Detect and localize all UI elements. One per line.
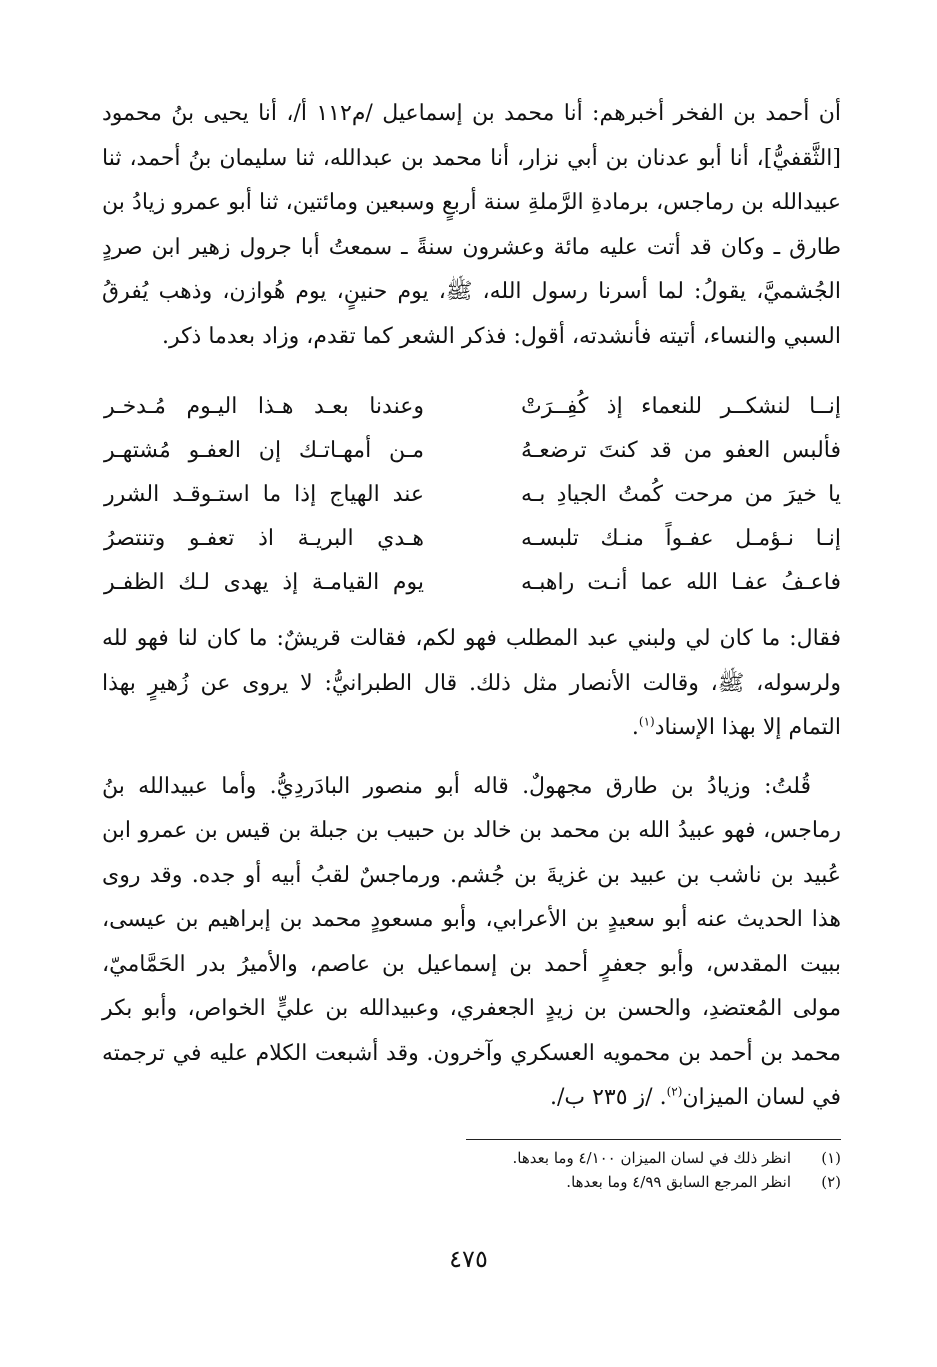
verse-second-hemistich: مـن أمهـاتـك إن العفـو مُشتهـر xyxy=(104,438,424,463)
paragraph-response-end: . xyxy=(631,715,639,740)
section-gap xyxy=(102,751,841,765)
paragraph-commentary xyxy=(102,765,841,1121)
poem-verse xyxy=(102,517,841,561)
paragraph-commentary-end: . /ز ٢٣٥ ب/. xyxy=(549,1085,667,1110)
footnote-text: انظر ذلك في لسان الميزان ٤/١٠٠ وما بعدها. xyxy=(512,1148,791,1167)
verse-first-hemistich: فاعـفُ عفـا الله عما أنـت راهبـه xyxy=(521,570,841,595)
poem-block xyxy=(102,385,841,605)
poem-verse xyxy=(102,385,841,429)
verse-second-hemistich: يوم القيامـة إذ يهدى لـك الظفـر xyxy=(104,570,424,595)
footnote-item xyxy=(102,1146,841,1170)
verse-first-hemistich: يا خيرَ من مرحت كُمتُ الجيادِ بـه xyxy=(521,482,841,507)
paragraph-commentary-text: قُلتُ: وزيادُ بن طارق مجهولٌ. قاله أبو منصور البادَردِيُّ. وأما عبيدالله بنُ رماجس، فهو عبيدُ الله بن محمد بن خالد بن حبيب بن جبلة بن قيس بن عمرو ابن عُبيد بن ناشب بن عبيد بن غزيةَ بن جُشم. ورماجسٌ لقبُ أبيه أو جده. وقد روى هذا الحديث عنه أبو سعيدٍ بن الأعرابي، وأبو مسعودٍ محمد بن إبراهيم بن عيسى، ببيت المقدس، وأبو جعفرٍ أحمد بن إسماعيل بن عاصم، والأميرُ بدر الحَمَّاميّ، مولى المُعتضدِ، والحسن بن زيدٍ الجعفري، وعبيدالله بن عليٍّ الخواص، وأبو بكر محمد بن أحمد بن محمويه العسكري وآخرون. وقد أشبعت الكلام عليه في ترجمته في لسان الميزان xyxy=(102,773,841,1110)
paragraph-isnad: أن أحمد بن الفخر أخبرهم: أنا محمد بن إسماعيل /م١١٢ أ/، أنا يحيى بنُ محمود [الثَّقفيُّ]، أنا أبو عدنان بن أبي نزار، أنا محمد بن عبدالله، ثنا سليمان بنُ أحمد، ثنا عبيدالله بن رماجس، برمادةِ الرَّملةِ سنة أربعٍ وسبعين ومائتين، ثنا أبو عمرو زيادُ بن طارق ـ وكان قد أتت عليه مائة وعشرون سنةً ـ سمعتُ أبا جرول زهير ابن صردٍ الجُشميَّ، يقولُ: لما أسرنا رسول الله، ﷺ، يوم حنينٍ، يوم هُوازن، وذهب يُفرقُ السبي والنساء، أتيته فأنشدته، أقول: فذكر الشعر كما تقدم، وزاد بعدما ذكر. xyxy=(102,101,842,349)
verse-first-hemistich: إنــا لنشكــر للنعماء إذ كُفِــرَتْ xyxy=(521,394,841,419)
footnote-item xyxy=(102,1170,841,1194)
footnote-ref-2[interactable]: (٢) xyxy=(666,1084,683,1099)
footnote-divider xyxy=(466,1139,841,1140)
paragraph-response-text: فقال: ما كان لي ولبني عبد المطلب فهو لكم، فقالت قريشٌ: ما كان لنا فهو لله ولرسوله، ﷺ، وقالت الأنصار مثل ذلك. قال الطبرانيُّ: لا يروى عن زُهيرٍ بهذا التمام إلا بهذا الإسناد xyxy=(102,626,841,740)
footnote-text: انظر المرجع السابق ٤/٩٩ وما بعدها. xyxy=(566,1172,791,1191)
verse-first-hemistich: فألبس العفو من قد كنتَ ترضعـهُ xyxy=(521,438,841,463)
footnote-number: (٢) xyxy=(821,1172,841,1191)
footnote-ref-1[interactable]: (١) xyxy=(638,714,655,729)
poem-verse xyxy=(102,561,841,605)
poem-verse xyxy=(102,473,841,517)
verse-second-hemistich: عند الهياج إذا ما استـوقـد الشرر xyxy=(104,482,424,507)
footnotes xyxy=(102,1146,841,1194)
verse-second-hemistich: هـدي البريـة اذ تعفـو وتنتصرُ xyxy=(104,526,424,551)
verse-first-hemistich: إنـا نـؤمـل عفـواً منـك تلبسـه xyxy=(521,526,841,551)
paragraph-response xyxy=(102,617,841,751)
footnote-number: (١) xyxy=(821,1148,841,1167)
poem-verse xyxy=(102,429,841,473)
verse-second-hemistich: وعندنا بعـد هـذا اليـوم مُـدخـر xyxy=(104,394,424,419)
page-number: ٤٧٥ xyxy=(449,1245,488,1273)
